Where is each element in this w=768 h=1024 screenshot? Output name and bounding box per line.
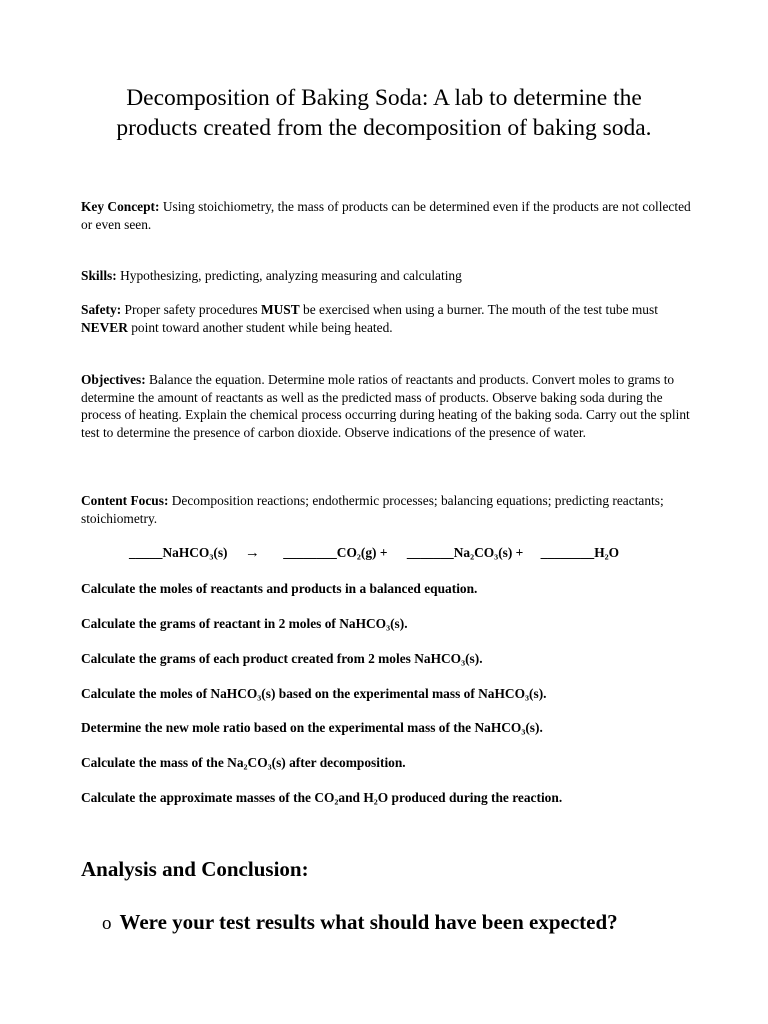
calculation-item: Calculate the grams of each product created from 2 moles NaHCO₃(s). [81,651,483,666]
hollow-bullet-icon: o [102,913,112,934]
equation-reactant: _____NaHCO₃(s) [129,545,228,560]
key-concept-label: Key Concept: [81,199,160,214]
skills-text: Hypothesizing, predicting, analyzing measuring and calculating [116,268,462,283]
skills-paragraph [81,267,691,285]
analysis-question-item [102,910,618,935]
analysis-question: Were your test results what should have been expected? [119,910,618,934]
content-focus-text: Decomposition reactions; endothermic processes; balancing equations; predicting reactants; stoichiometry. [81,493,664,526]
safety-never: NEVER [81,319,128,335]
objectives-text: Balance the equation. Determine mole ratios of reactants and products. Convert moles to grams to determine the amount of reactants as well as the predicted mass of products. Observe baking soda during the process of heating. Explain the chemical process occurring during heating of the baking soda. Carry out the splint test to determine the presence of carbon dioxide. Observe indications of the presence of water. [81,372,690,440]
equation-product-na2co3: _______Na₂CO₃(s) + [406,545,524,560]
calculation-item: Calculate the approximate masses of the CO₂and H₂O produced during the reaction. [81,790,563,805]
safety-label: Safety: [81,302,122,317]
calculation-item: Calculate the moles of NaHCO₃(s) based on the experimental mass of NaHCO₃(s). [81,686,547,701]
key-concept-paragraph [81,198,691,233]
content-focus-label: Content Focus: [81,493,169,508]
calculation-item: Calculate the moles of reactants and products in a balanced equation. [81,581,478,596]
safety-paragraph [81,301,691,336]
content-focus-paragraph [81,492,691,527]
analysis-heading: Analysis and Conclusion: [81,857,309,881]
skills-label: Skills: [81,268,117,283]
calculation-item: Calculate the grams of reactant in 2 moles of NaHCO₃(s). [81,616,408,631]
safety-text-3: point toward another student while being heated. [127,319,393,335]
equation-product-h2o: ________H₂O [540,545,620,560]
objectives-label: Objectives: [81,372,146,387]
safety-must: MUST [260,302,300,317]
chemical-equation [129,545,619,562]
reaction-arrow-icon: → [244,545,260,561]
objectives-paragraph [81,371,691,441]
title-line-2: products created from the decomposition of baking soda. [116,115,652,141]
calculation-item: Determine the new mole ratio based on the experimental mass of the NaHCO₃(s). [81,720,543,735]
calculation-item: Calculate the mass of the Na₂CO₃(s) after decomposition. [81,755,406,770]
key-concept-text: Using stoichiometry, the mass of products can be determined even if the products are not collected or even seen. [81,199,691,232]
title-line-1: Decomposition of Baking Soda: A lab to determine the [126,85,642,111]
safety-text-2: be exercised when using a burner. The mouth of the test tube must [299,302,658,317]
equation-product-co2: ________CO₂(g) + [283,545,388,560]
safety-text-1: Proper safety procedures [121,302,261,317]
page-title [60,83,708,143]
